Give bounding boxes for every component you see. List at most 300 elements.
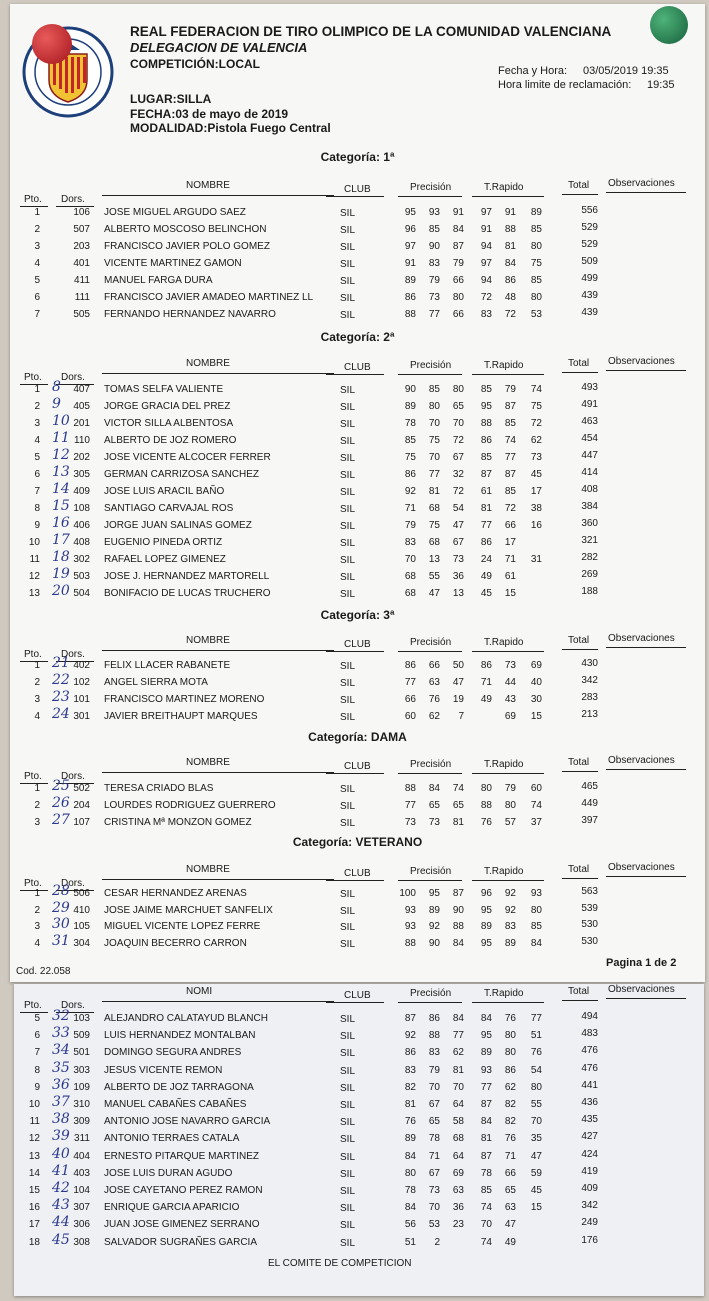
delegation-subtitle: DELEGACION DE VALENCIA bbox=[130, 40, 308, 55]
precision-score: 92 bbox=[428, 921, 440, 932]
rapid-score: 79 bbox=[504, 783, 516, 794]
precision-score: 86 bbox=[404, 292, 416, 303]
club: SIL bbox=[340, 572, 356, 583]
club: SIL bbox=[340, 293, 356, 304]
claim-limit-value: 19:35 bbox=[647, 79, 675, 91]
handwritten-number: 41 bbox=[52, 1162, 70, 1179]
club: SIL bbox=[340, 521, 356, 532]
rapid-score: 40 bbox=[530, 677, 542, 688]
competitor-name: JOSE CAYETANO PEREZ RAMON bbox=[104, 1185, 263, 1196]
rank: 12 bbox=[28, 1133, 40, 1145]
rapid-score: 70 bbox=[530, 1116, 542, 1128]
bib-number: 402 bbox=[73, 660, 90, 671]
rank: 6 bbox=[34, 1030, 40, 1042]
precision-score: 79 bbox=[404, 520, 416, 531]
precision-score: 87 bbox=[452, 888, 464, 899]
rank: 3 bbox=[34, 418, 40, 429]
header-rule bbox=[398, 196, 462, 197]
bib-number: 304 bbox=[73, 937, 90, 949]
category-title: Categoría: VETERANO bbox=[292, 835, 423, 849]
precision-score: 2 bbox=[434, 1236, 440, 1248]
rapid-score: 94 bbox=[480, 241, 492, 252]
precision-score: 78 bbox=[404, 1185, 416, 1196]
total-score: 321 bbox=[581, 535, 598, 546]
handwritten-number: 32 bbox=[52, 1008, 70, 1024]
col-header-club: CLUB bbox=[344, 868, 371, 879]
club: SIL bbox=[340, 1186, 356, 1197]
precision-score: 93 bbox=[428, 207, 440, 218]
competitor-name: ALBERTO DE JOZ ROMERO bbox=[104, 435, 237, 446]
precision-score: 64 bbox=[452, 1099, 464, 1110]
rapid-score: 77 bbox=[480, 1081, 492, 1093]
club: SIL bbox=[340, 905, 356, 917]
rapid-score: 95 bbox=[480, 904, 492, 916]
precision-score: 66 bbox=[452, 309, 464, 320]
club: SIL bbox=[340, 419, 356, 430]
bib-number: 407 bbox=[73, 384, 90, 395]
rapid-score: 85 bbox=[530, 224, 542, 235]
handwritten-number: 22 bbox=[52, 672, 70, 688]
precision-score: 70 bbox=[428, 1202, 440, 1214]
bib-number: 307 bbox=[73, 1202, 90, 1214]
category-title: Categoría: 2ª bbox=[320, 330, 395, 344]
bib-number: 409 bbox=[73, 486, 90, 497]
rapid-score: 43 bbox=[504, 694, 516, 705]
club: SIL bbox=[340, 538, 356, 549]
col-header-total: Total bbox=[568, 180, 590, 191]
bib-number: 406 bbox=[73, 520, 90, 531]
col-header-dors: Dors. bbox=[61, 372, 85, 383]
precision-score: 84 bbox=[404, 1202, 416, 1214]
bib-number: 108 bbox=[73, 503, 90, 514]
col-header-observaciones: Observaciones bbox=[608, 984, 675, 995]
rapid-score: 71 bbox=[504, 1150, 516, 1162]
precision-score: 65 bbox=[428, 800, 440, 811]
precision-score: 78 bbox=[404, 418, 416, 429]
bib-number: 301 bbox=[73, 711, 90, 722]
rank: 8 bbox=[34, 503, 40, 514]
header-rule bbox=[606, 769, 686, 770]
rank: 14 bbox=[28, 1167, 40, 1179]
total-score: 439 bbox=[581, 290, 598, 301]
club: SIL bbox=[340, 1048, 356, 1060]
header-rule bbox=[102, 650, 334, 651]
precision-score: 88 bbox=[404, 309, 416, 320]
precision-score: 68 bbox=[452, 1133, 464, 1145]
rapid-score: 85 bbox=[504, 486, 516, 497]
precision-score: 83 bbox=[404, 537, 416, 548]
page-number: Pagina 1 de 2 bbox=[606, 957, 677, 969]
bib-number: 303 bbox=[73, 1064, 90, 1076]
rank: 7 bbox=[34, 486, 40, 497]
header-rule bbox=[606, 647, 686, 648]
rapid-score: 71 bbox=[504, 554, 516, 565]
rank: 15 bbox=[28, 1185, 40, 1196]
rapid-score: 85 bbox=[504, 418, 516, 429]
rank: 2 bbox=[34, 677, 40, 688]
competitor-name: BONIFACIO DE LUCAS TRUCHERO bbox=[104, 588, 271, 599]
total-score: 556 bbox=[581, 205, 598, 216]
total-score: 409 bbox=[581, 1183, 598, 1194]
precision-score: 68 bbox=[404, 571, 416, 582]
bib-number: 103 bbox=[73, 1013, 90, 1024]
rapid-score: 31 bbox=[530, 554, 542, 565]
precision-score: 87 bbox=[404, 1013, 416, 1024]
header-rule bbox=[326, 880, 384, 881]
col-header-precision: Precisión bbox=[410, 182, 452, 193]
handwritten-number: 31 bbox=[52, 932, 70, 949]
header-rule bbox=[472, 773, 544, 774]
header-rule bbox=[562, 1000, 598, 1001]
competitor-name: TOMAS SELFA VALIENTE bbox=[104, 384, 224, 395]
bib-number: 105 bbox=[73, 921, 90, 932]
handwritten-number: 24 bbox=[52, 706, 70, 722]
bib-number: 305 bbox=[73, 469, 90, 480]
col-header-rapido: T.Rapido bbox=[484, 988, 524, 999]
rank: 17 bbox=[28, 1219, 40, 1231]
precision-score: 85 bbox=[404, 435, 416, 446]
rank: 13 bbox=[28, 588, 40, 599]
precision-score: 75 bbox=[404, 452, 416, 463]
col-header-club: CLUB bbox=[344, 639, 371, 650]
total-score: 419 bbox=[581, 1165, 598, 1177]
precision-score: 54 bbox=[452, 503, 464, 514]
competitor-name: JOSE MIGUEL ARGUDO SAEZ bbox=[104, 207, 246, 218]
club: SIL bbox=[340, 1117, 356, 1129]
precision-score: 66 bbox=[452, 275, 464, 286]
handwritten-number: 15 bbox=[52, 498, 70, 514]
handwritten-number: 13 bbox=[52, 464, 70, 480]
rapid-score: 45 bbox=[530, 469, 542, 480]
total-score: 424 bbox=[581, 1148, 598, 1160]
col-header-pto: Pto. bbox=[24, 771, 42, 782]
precision-score: 78 bbox=[428, 1133, 440, 1145]
precision-score: 19 bbox=[452, 694, 464, 705]
header-rule bbox=[102, 195, 334, 196]
rank: 3 bbox=[34, 921, 40, 932]
precision-score: 93 bbox=[404, 904, 416, 916]
precision-score: 47 bbox=[428, 588, 440, 599]
col-header-nombre: NOMBRE bbox=[186, 864, 230, 875]
club: SIL bbox=[340, 385, 356, 396]
competitor-name: ERNESTO PITARQUE MARTINEZ bbox=[104, 1150, 260, 1162]
rank: 3 bbox=[34, 817, 40, 828]
precision-score: 60 bbox=[404, 711, 416, 722]
col-header-pto: Pto. bbox=[24, 1000, 42, 1011]
precision-score: 85 bbox=[428, 224, 440, 235]
rank: 13 bbox=[28, 1150, 40, 1162]
total-score: 176 bbox=[581, 1234, 598, 1246]
rapid-score: 89 bbox=[504, 937, 516, 949]
competitor-name: ALBERTO MOSCOSO BELINCHON bbox=[104, 224, 267, 235]
precision-score: 77 bbox=[452, 1030, 464, 1042]
rapid-score: 74 bbox=[530, 384, 542, 395]
club: SIL bbox=[340, 208, 356, 219]
col-header-club: CLUB bbox=[344, 990, 371, 1001]
precision-score: 71 bbox=[428, 1150, 440, 1162]
rapid-score: 37 bbox=[530, 817, 542, 828]
rapid-score: 76 bbox=[504, 1013, 516, 1024]
competitor-name: ANTONIO JOSE NAVARRO GARCIA bbox=[104, 1116, 271, 1128]
bib-number: 102 bbox=[73, 677, 90, 688]
category-title: Categoría: DAMA bbox=[308, 730, 407, 744]
rapid-score: 87 bbox=[480, 469, 492, 480]
bib-number: 306 bbox=[73, 1219, 90, 1231]
competitor-name: TERESA CRIADO BLAS bbox=[104, 783, 214, 794]
precision-score: 84 bbox=[452, 1013, 464, 1024]
col-header-total: Total bbox=[568, 864, 590, 875]
header-rule bbox=[562, 878, 598, 879]
header-rule bbox=[326, 374, 384, 375]
rank: 5 bbox=[34, 275, 40, 286]
rapid-score: 88 bbox=[480, 418, 492, 429]
rapid-score: 86 bbox=[480, 537, 492, 548]
total-score: 465 bbox=[581, 781, 598, 792]
bib-number: 411 bbox=[74, 275, 90, 286]
rapid-score: 93 bbox=[530, 888, 542, 899]
rapid-score: 70 bbox=[480, 1219, 492, 1231]
precision-score: 13 bbox=[452, 588, 464, 599]
header-rule bbox=[326, 651, 384, 652]
precision-score: 89 bbox=[404, 275, 416, 286]
rapid-score: 63 bbox=[504, 1202, 516, 1214]
precision-score: 80 bbox=[452, 384, 464, 395]
club: SIL bbox=[340, 555, 356, 566]
rapid-score: 81 bbox=[480, 1133, 492, 1145]
rapid-score: 74 bbox=[480, 1236, 492, 1248]
rapid-score: 49 bbox=[504, 1236, 516, 1248]
rapid-score: 74 bbox=[504, 435, 516, 446]
rapid-score: 88 bbox=[504, 224, 516, 235]
competitor-name: ALBERTO DE JOZ TARRAGONA bbox=[104, 1081, 254, 1093]
precision-score: 86 bbox=[404, 660, 416, 671]
precision-score: 73 bbox=[428, 292, 440, 303]
total-score: 427 bbox=[581, 1131, 598, 1143]
competitor-name: JOSE VICENTE ALCOCER FERRER bbox=[104, 452, 271, 463]
rapid-score: 95 bbox=[480, 401, 492, 412]
competitor-name: FERNANDO HERNANDEZ NAVARRO bbox=[104, 309, 276, 320]
precision-score: 85 bbox=[428, 384, 440, 395]
rapid-score: 95 bbox=[480, 937, 492, 949]
club: SIL bbox=[340, 1031, 356, 1043]
precision-score: 70 bbox=[404, 554, 416, 565]
rapid-score: 38 bbox=[530, 503, 542, 514]
competitor-name: LOURDES RODRIGUEZ GUERRERO bbox=[104, 800, 276, 811]
competitor-name: JORGE JUAN SALINAS GOMEZ bbox=[104, 520, 252, 531]
precision-score: 87 bbox=[452, 241, 464, 252]
precision-score: 64 bbox=[452, 1150, 464, 1162]
rapid-score: 72 bbox=[480, 292, 492, 303]
precision-score: 77 bbox=[404, 677, 416, 688]
club: SIL bbox=[340, 661, 356, 672]
competitor-name: ALEJANDRO CALATAYUD BLANCH bbox=[104, 1013, 268, 1024]
handwritten-number: 9 bbox=[52, 396, 61, 412]
header-rule bbox=[326, 196, 384, 197]
handwritten-number: 11 bbox=[52, 430, 70, 446]
rapid-score: 59 bbox=[530, 1167, 542, 1179]
rank: 1 bbox=[34, 888, 40, 899]
rapid-score: 69 bbox=[530, 660, 542, 671]
precision-score: 83 bbox=[428, 258, 440, 269]
total-score: 499 bbox=[581, 273, 598, 284]
club: SIL bbox=[340, 1014, 356, 1025]
rapid-score: 72 bbox=[504, 309, 516, 320]
col-header-precision: Precisión bbox=[410, 866, 452, 877]
precision-score: 81 bbox=[428, 486, 440, 497]
col-header-observaciones: Observaciones bbox=[608, 862, 675, 873]
bib-number: 410 bbox=[73, 904, 90, 916]
rapid-score: 53 bbox=[530, 309, 542, 320]
rank: 9 bbox=[34, 520, 40, 531]
rapid-score: 87 bbox=[504, 401, 516, 412]
precision-score: 47 bbox=[452, 520, 464, 531]
club: SIL bbox=[340, 242, 356, 253]
precision-score: 90 bbox=[428, 937, 440, 949]
handwritten-number: 45 bbox=[52, 1231, 70, 1248]
rapid-score: 81 bbox=[480, 503, 492, 514]
total-score: 436 bbox=[581, 1097, 598, 1108]
precision-score: 70 bbox=[428, 1081, 440, 1093]
col-header-pto: Pto. bbox=[24, 372, 42, 383]
club: SIL bbox=[340, 1237, 356, 1249]
precision-score: 75 bbox=[428, 520, 440, 531]
bib-number: 201 bbox=[73, 418, 90, 429]
rapid-score: 83 bbox=[480, 309, 492, 320]
header-rule bbox=[606, 998, 686, 999]
total-score: 530 bbox=[581, 935, 598, 947]
total-score: 530 bbox=[581, 919, 598, 930]
club: SIL bbox=[340, 470, 356, 481]
handwritten-number: 27 bbox=[52, 812, 70, 828]
club: SIL bbox=[340, 695, 356, 706]
rank: 2 bbox=[34, 401, 40, 412]
rapid-score: 62 bbox=[530, 435, 542, 446]
precision-score: 77 bbox=[428, 469, 440, 480]
precision-score: 68 bbox=[428, 537, 440, 548]
club: SIL bbox=[340, 453, 356, 464]
total-score: 454 bbox=[581, 433, 598, 444]
handwritten-number: 14 bbox=[52, 481, 70, 497]
rank: 18 bbox=[28, 1236, 40, 1248]
rapid-score: 60 bbox=[530, 783, 542, 794]
competitor-name: JAVIER BREITHAUPT MARQUES bbox=[104, 711, 258, 722]
club: SIL bbox=[340, 889, 356, 900]
competitor-name: ENRIQUE GARCIA APARICIO bbox=[104, 1202, 240, 1214]
competitor-name: RAFAEL LOPEZ GIMENEZ bbox=[104, 554, 226, 565]
precision-score: 67 bbox=[428, 1099, 440, 1110]
handwritten-number: 43 bbox=[52, 1197, 70, 1214]
handwritten-number: 29 bbox=[52, 899, 70, 916]
rapid-score: 51 bbox=[530, 1030, 542, 1042]
total-score: 283 bbox=[581, 692, 598, 703]
club: SIL bbox=[340, 1134, 356, 1146]
rank: 7 bbox=[34, 1047, 40, 1059]
rapid-score: 45 bbox=[530, 1185, 542, 1196]
handwritten-number: 37 bbox=[52, 1094, 70, 1110]
col-header-club: CLUB bbox=[344, 362, 371, 373]
rapid-score: 66 bbox=[504, 1167, 516, 1179]
total-score: 449 bbox=[581, 798, 598, 809]
rapid-score: 72 bbox=[504, 503, 516, 514]
header-rule bbox=[326, 773, 384, 774]
rapid-score: 80 bbox=[530, 904, 542, 916]
col-header-observaciones: Observaciones bbox=[608, 633, 675, 644]
handwritten-number: 18 bbox=[52, 549, 70, 565]
rank: 2 bbox=[34, 224, 40, 235]
total-score: 342 bbox=[581, 675, 598, 686]
handwritten-number: 35 bbox=[52, 1059, 70, 1076]
total-score: 463 bbox=[581, 416, 598, 427]
handwritten-number: 42 bbox=[52, 1180, 70, 1196]
precision-score: 95 bbox=[428, 888, 440, 899]
col-header-dors: Dors. bbox=[61, 771, 85, 782]
rank: 11 bbox=[29, 554, 40, 565]
precision-score: 47 bbox=[452, 677, 464, 688]
header-rule bbox=[326, 1002, 384, 1003]
handwritten-number: 33 bbox=[52, 1025, 70, 1042]
club: SIL bbox=[340, 1203, 356, 1215]
rapid-score: 84 bbox=[504, 258, 516, 269]
rapid-score: 71 bbox=[480, 677, 492, 688]
rapid-score: 61 bbox=[504, 571, 516, 582]
rapid-score: 94 bbox=[480, 275, 492, 286]
bib-number: 308 bbox=[73, 1236, 90, 1248]
rapid-score: 15 bbox=[530, 711, 542, 722]
club: SIL bbox=[340, 310, 356, 321]
rapid-score: 77 bbox=[530, 1013, 542, 1024]
handwritten-number: 21 bbox=[52, 655, 70, 671]
bib-number: 302 bbox=[73, 554, 90, 565]
precision-score: 86 bbox=[404, 469, 416, 480]
club: SIL bbox=[340, 225, 356, 236]
competitor-name: FRANCISCO JAVIER AMADEO MARTINEZ LL bbox=[104, 292, 314, 303]
rapid-score: 66 bbox=[504, 520, 516, 531]
col-header-rapido: T.Rapido bbox=[484, 360, 524, 371]
rank: 7 bbox=[34, 309, 40, 320]
competitor-name: CRISTINA Mª MONZON GOMEZ bbox=[104, 817, 252, 828]
rank: 3 bbox=[34, 241, 40, 252]
total-score: 491 bbox=[581, 399, 598, 410]
rapid-score: 95 bbox=[480, 1030, 492, 1042]
club: SIL bbox=[340, 504, 356, 515]
club: SIL bbox=[340, 1220, 356, 1232]
total-score: 529 bbox=[581, 222, 598, 233]
precision-score: 84 bbox=[452, 937, 464, 949]
club: SIL bbox=[340, 402, 356, 413]
rapid-score: 76 bbox=[530, 1047, 542, 1059]
bib-number: 202 bbox=[73, 452, 90, 463]
handwritten-number: 36 bbox=[52, 1076, 70, 1093]
col-header-nombre: NOMBRE bbox=[186, 635, 230, 646]
total-score: 269 bbox=[581, 569, 598, 580]
rapid-score: 15 bbox=[530, 1202, 542, 1214]
handwritten-number: 28 bbox=[52, 883, 70, 899]
bib-number: 204 bbox=[73, 800, 90, 811]
rapid-score: 78 bbox=[480, 1167, 492, 1179]
competitor-name: JUAN JOSE GIMENEZ SERRANO bbox=[104, 1219, 260, 1231]
rapid-score: 62 bbox=[504, 1081, 516, 1093]
rapid-score: 88 bbox=[480, 800, 492, 811]
precision-score: 90 bbox=[452, 904, 464, 916]
col-header-precision: Precisión bbox=[410, 988, 452, 999]
precision-score: 90 bbox=[428, 241, 440, 252]
red-pin-icon bbox=[32, 24, 72, 64]
rapid-score: 97 bbox=[480, 258, 492, 269]
header-rule bbox=[562, 194, 598, 195]
location: LUGAR:SILLA bbox=[130, 92, 212, 106]
competitor-name: JESUS VICENTE REMON bbox=[104, 1064, 223, 1076]
rapid-score: 85 bbox=[530, 275, 542, 286]
